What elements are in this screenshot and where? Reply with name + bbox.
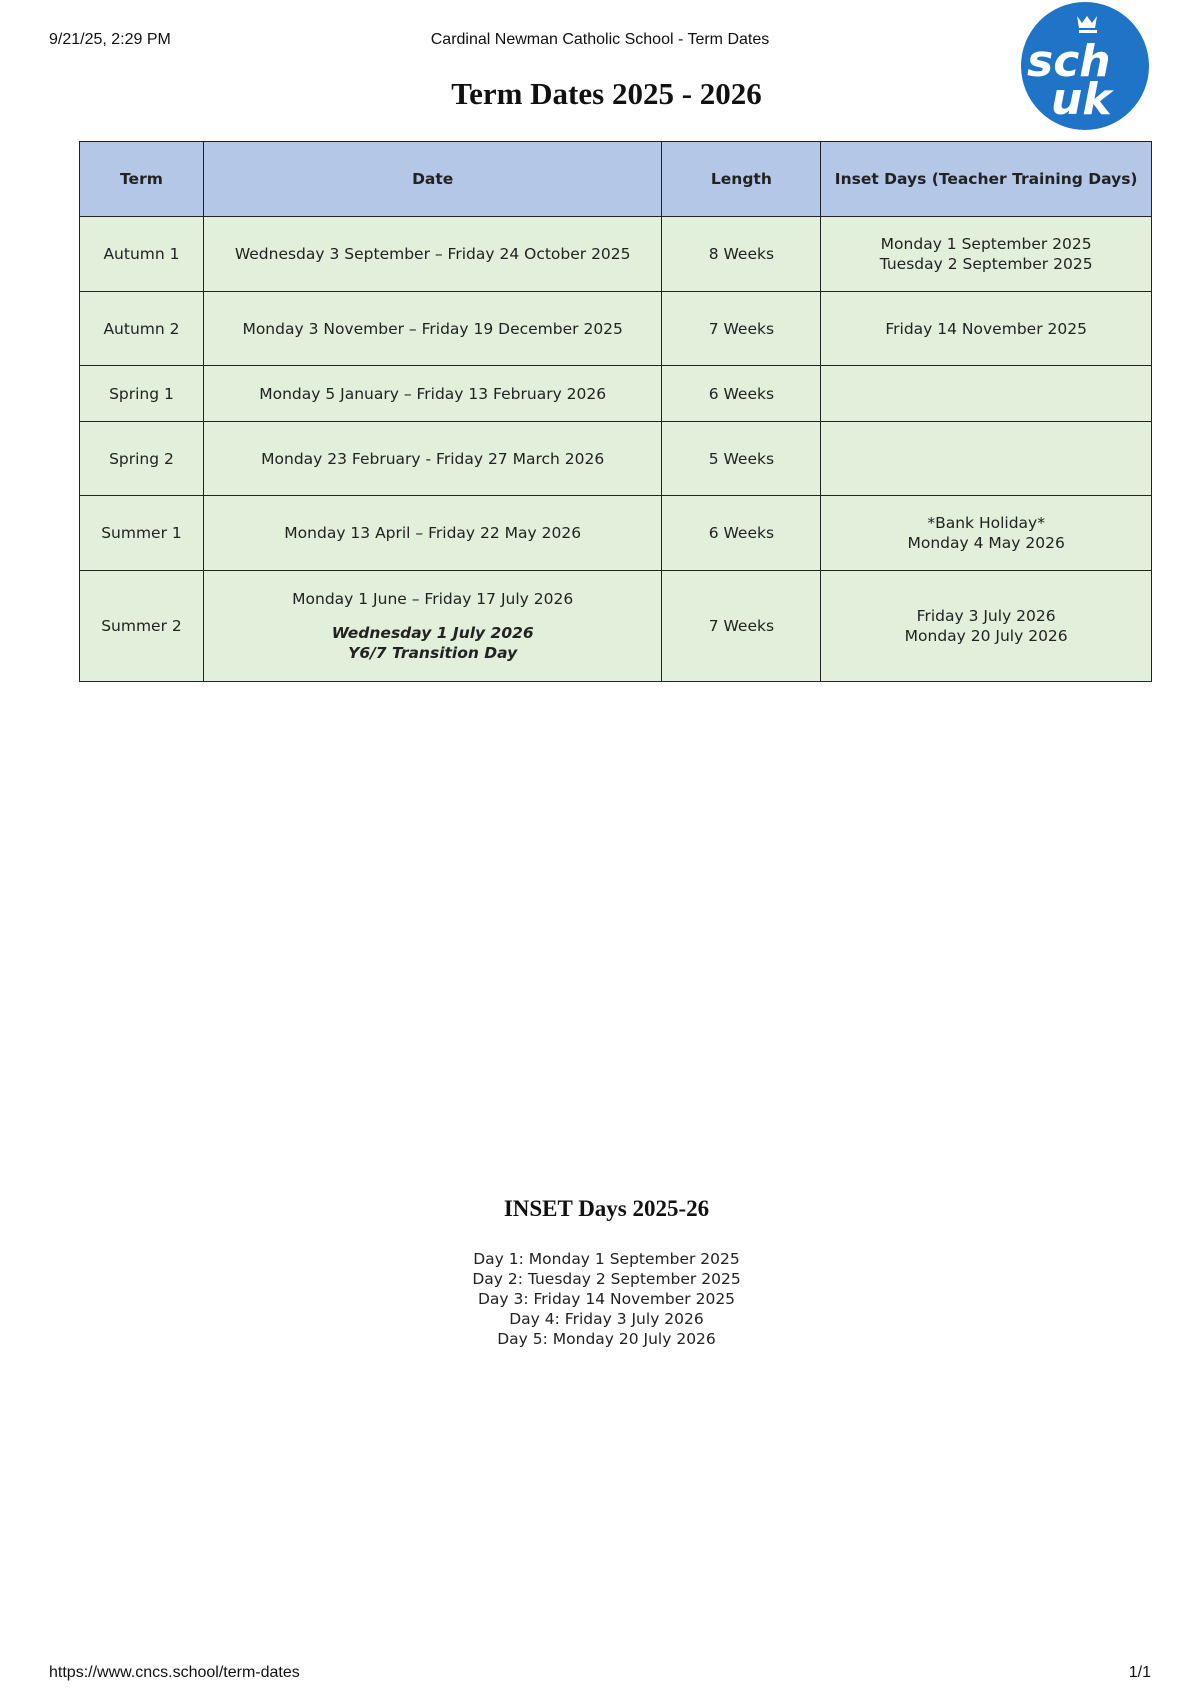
print-url: https://www.cncs.school/term-dates	[49, 1664, 300, 1681]
table-row	[80, 366, 1152, 422]
transition-day-label: Y6/7 Transition Day	[348, 644, 518, 662]
table-row	[80, 292, 1152, 366]
list-item: Day 3: Friday 14 November 2025	[477, 1290, 736, 1308]
inset-day: Friday 3 July 2026	[916, 607, 1056, 625]
inset-section-title: INSET Days 2025-26	[503, 1196, 710, 1221]
transition-day-date: Wednesday 1 July 2026	[331, 624, 534, 642]
table-row	[80, 496, 1152, 571]
term-cell: Autumn 1	[80, 217, 204, 292]
term-cell: Autumn 2	[80, 292, 204, 366]
bank-holiday-note: *Bank Holiday*	[927, 514, 1045, 532]
print-page-title: Cardinal Newman Catholic School - Term Dates	[430, 31, 770, 48]
term-cell: Spring 1	[80, 366, 204, 422]
table-row	[80, 571, 1152, 682]
date-cell: Monday 5 January – Friday 13 February 2026	[203, 366, 662, 422]
length-cell: 5 Weeks	[662, 422, 821, 496]
header-length: Length	[662, 142, 821, 217]
length-cell: 6 Weeks	[662, 366, 821, 422]
inset-cell	[821, 571, 1152, 682]
header-inset-days	[821, 142, 1152, 217]
term-cell: Spring 2	[80, 422, 204, 496]
date-range: Monday 1 June – Friday 17 July 2026	[292, 590, 574, 608]
header-term: Term	[80, 142, 204, 217]
header-date: Date	[203, 142, 662, 217]
inset-cell	[821, 422, 1152, 496]
print-datetime: 9/21/25, 2:29 PM	[49, 31, 171, 48]
length-cell: 7 Weeks	[662, 571, 821, 682]
inset-cell	[821, 496, 1152, 571]
logo-text-sch: sch	[1027, 36, 1111, 87]
term-cell: Summer 2	[80, 571, 204, 682]
inset-days-list	[0, 1249, 1200, 1349]
page-title: Term Dates 2025 - 2026	[451, 76, 762, 111]
crown-icon	[1077, 16, 1097, 28]
table-header-row	[80, 142, 1152, 217]
date-cell: Monday 23 February - Friday 27 March 2026	[203, 422, 662, 496]
list-item: Day 2: Tuesday 2 September 2025	[472, 1270, 741, 1288]
length-cell: 6 Weeks	[662, 496, 821, 571]
table-row	[80, 217, 1152, 292]
date-cell: Monday 3 November – Friday 19 December 2025	[203, 292, 662, 366]
header-inset-label: Inset Days	[834, 170, 927, 188]
list-item: Day 4: Friday 3 July 2026	[509, 1310, 704, 1328]
date-cell	[203, 571, 662, 682]
length-cell: 7 Weeks	[662, 292, 821, 366]
date-cell: Monday 13 April – Friday 22 May 2026	[203, 496, 662, 571]
print-page-number: 1/1	[1128, 1664, 1151, 1681]
term-cell: Summer 1	[80, 496, 204, 571]
table-row	[80, 422, 1152, 496]
term-dates-table	[79, 141, 1152, 682]
logo-text-uk: uk	[1051, 74, 1112, 125]
inset-cell	[821, 366, 1152, 422]
inset-day: Tuesday 2 September 2025	[879, 255, 1093, 273]
list-item: Day 5: Monday 20 July 2026	[497, 1330, 716, 1348]
inset-day: Monday 4 May 2026	[907, 534, 1065, 552]
inset-day: Friday 14 November 2025	[885, 319, 1087, 338]
inset-day: Monday 1 September 2025	[880, 235, 1092, 253]
list-item: Day 1: Monday 1 September 2025	[473, 1250, 740, 1268]
inset-cell	[821, 217, 1152, 292]
date-cell: Wednesday 3 September – Friday 24 October 2025	[203, 217, 662, 292]
inset-day: Monday 20 July 2026	[904, 627, 1068, 645]
inset-cell	[821, 292, 1152, 366]
header-inset-sublabel: (Teacher Training Days)	[931, 170, 1138, 188]
length-cell: 8 Weeks	[662, 217, 821, 292]
